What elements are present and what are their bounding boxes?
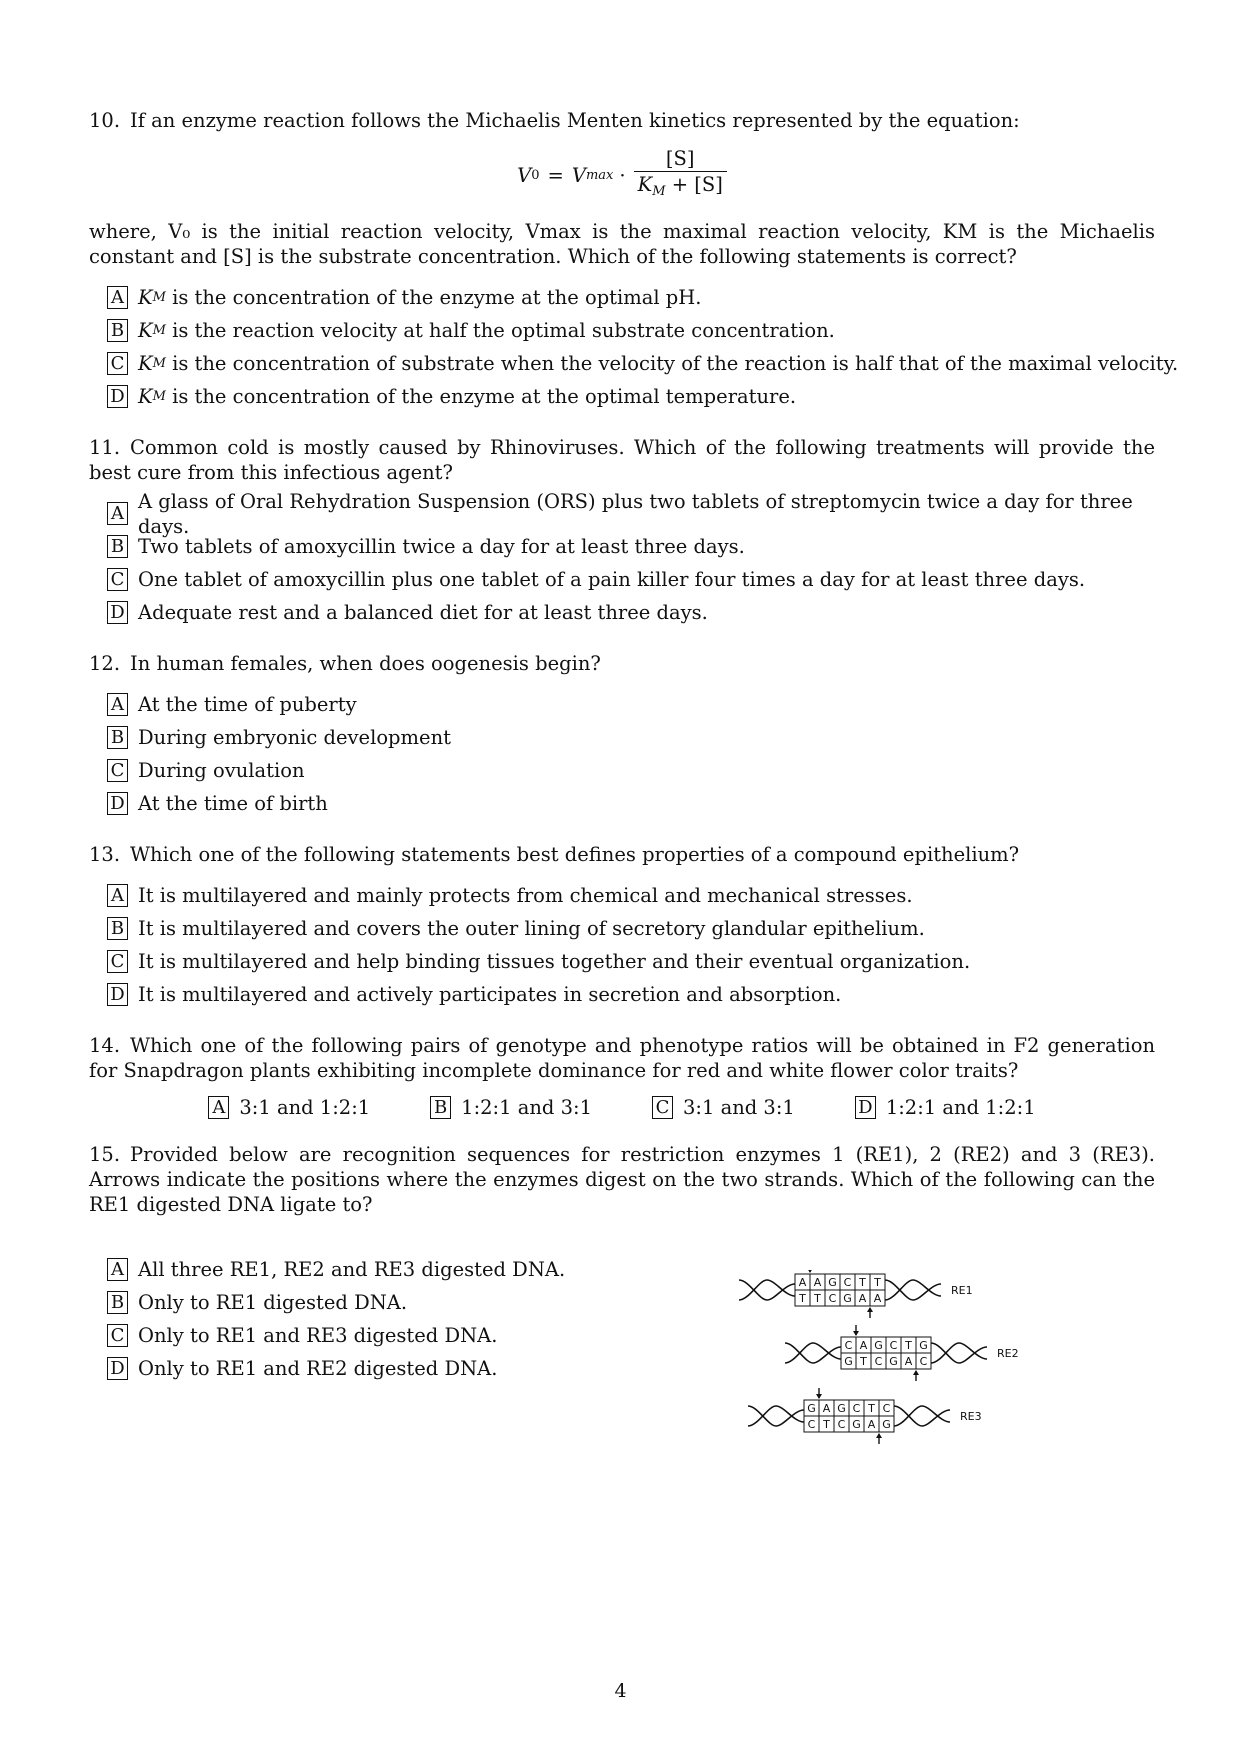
option-letter-box[interactable]: C — [107, 1324, 128, 1347]
option-b[interactable]: B Two tablets of amoxycillin twice a day for at least three days. — [107, 530, 1155, 563]
option-letter-box[interactable]: B — [430, 1096, 451, 1119]
option-d[interactable]: D It is multilayered and actively participates in secretion and absorption. — [107, 978, 1155, 1011]
option-a[interactable]: A 3:1 and 1:2:1 — [208, 1095, 370, 1120]
top-strand-base: C — [844, 1339, 853, 1352]
top-strand-base: G — [919, 1339, 928, 1352]
option-letter-box[interactable]: B — [107, 917, 128, 940]
option-letter-box[interactable]: A — [107, 286, 128, 309]
enzyme-label: RE1 — [951, 1284, 973, 1297]
option-letter-box[interactable]: D — [107, 601, 128, 624]
bottom-strand-base: G — [882, 1418, 891, 1431]
top-strand-base: T — [874, 1276, 881, 1289]
option-d[interactable]: D At the time of birth — [107, 787, 1155, 820]
option-d[interactable]: D Only to RE1 and RE2 digested DNA. — [107, 1352, 1155, 1385]
option-b[interactable]: B K M is the reaction velocity at half the optimal substrate concentration. — [107, 314, 1155, 347]
option-letter-box[interactable]: C — [652, 1096, 673, 1119]
bottom-strand-base: G — [844, 1355, 853, 1368]
question-stem: In human females, when does oogenesis begin? — [130, 652, 601, 675]
question-stem: Provided below are recognition sequences for restriction enzymes 1 (RE1), 2 (RE2) and 3 (RE3). Arrows indicate the positions where the enzymes digest on the two strands. Which of the following can the RE1 digested DNA ligate to? — [89, 1143, 1155, 1216]
bottom-strand-base: T — [860, 1355, 867, 1368]
enzyme-label: RE3 — [960, 1410, 982, 1423]
bottom-strand-base: A — [904, 1355, 913, 1368]
option-letter-box[interactable]: D — [107, 385, 128, 408]
top-cut-arrowhead — [816, 1394, 822, 1399]
top-strand-base: C — [843, 1276, 852, 1289]
bottom-strand-base: C — [919, 1355, 928, 1368]
options — [107, 879, 1155, 1011]
option-c[interactable]: C Only to RE1 and RE3 digested DNA. — [107, 1319, 1155, 1352]
bottom-strand-base: A — [873, 1292, 882, 1305]
option-letter-box[interactable]: B — [107, 319, 128, 342]
option-letter-box[interactable]: D — [855, 1096, 876, 1119]
top-strand-base: G — [807, 1402, 816, 1415]
top-strand-base: A — [859, 1339, 868, 1352]
question-number: 12. — [89, 652, 121, 675]
bottom-cut-arrowhead — [867, 1307, 873, 1312]
equation-definitions: where, V₀ is the initial reaction velocity, Vmax is the maximal reaction velocity, KM is the Michaelis constant and [S] is the substrate concentration. Which of the following statements is correct? — [89, 220, 1155, 268]
option-letter-box[interactable]: A — [208, 1096, 229, 1119]
bottom-strand-base: G — [889, 1355, 898, 1368]
option-letter-box[interactable]: D — [107, 1357, 128, 1380]
bottom-strand-base: C — [874, 1355, 883, 1368]
bottom-strand-base: A — [858, 1292, 867, 1305]
option-letter-box[interactable]: A — [107, 693, 128, 716]
restriction-enzyme-diagram — [729, 1270, 1069, 1480]
option-letter-box[interactable]: D — [107, 792, 128, 815]
bottom-cut-arrowhead — [876, 1433, 882, 1438]
option-letter-box[interactable]: B — [107, 535, 128, 558]
option-letter-box[interactable]: A — [107, 1258, 128, 1281]
top-strand-base: G — [828, 1276, 837, 1289]
page-number: 4 — [614, 1680, 627, 1702]
question-13 — [89, 842, 1155, 1011]
option-letter-box[interactable]: C — [107, 352, 128, 375]
question-stem: Which one of the following pairs of genotype and phenotype ratios will be obtained in F2 generation for Snapdragon plants exhibiting incomplete dominance for red and white flower color traits? — [89, 1034, 1155, 1082]
option-letter-box[interactable]: A — [107, 502, 128, 525]
options — [89, 1095, 1155, 1120]
top-strand-base: T — [905, 1339, 912, 1352]
question-stem: Which one of the following statements best defines properties of a compound epithelium? — [130, 843, 1020, 866]
option-letter-box[interactable]: C — [107, 568, 128, 591]
option-a[interactable]: A At the time of puberty — [107, 688, 1155, 721]
option-c[interactable]: C K M is the concentration of substrate when the velocity of the reaction is half that of the maximal velocity. — [107, 347, 1155, 380]
bottom-strand-base: G — [843, 1292, 852, 1305]
enzyme-label: RE2 — [997, 1347, 1019, 1360]
top-cut-arrowhead — [807, 1270, 813, 1273]
option-letter-box[interactable]: B — [107, 1291, 128, 1314]
top-strand-base: C — [852, 1402, 861, 1415]
option-letter-box[interactable]: A — [107, 884, 128, 907]
top-strand-base: T — [859, 1276, 866, 1289]
top-strand-base: G — [874, 1339, 883, 1352]
option-b[interactable]: B It is multilayered and covers the outer lining of secretory glandular epithelium. — [107, 912, 1155, 945]
question-stem: Common cold is mostly caused by Rhinoviruses. Which of the following treatments will provide the best cure from this infectious agent? — [89, 436, 1155, 484]
question-number: 15. — [89, 1143, 121, 1166]
top-strand-base: C — [889, 1339, 898, 1352]
option-b[interactable]: B Only to RE1 digested DNA. — [107, 1286, 1155, 1319]
equation-fraction: $\frac{[S]}{K_M + [S]}$ — [634, 146, 727, 204]
option-c[interactable]: C It is multilayered and help binding tissues together and their eventual organization. — [107, 945, 1155, 978]
question-11 — [89, 435, 1155, 629]
option-letter-box[interactable]: C — [107, 950, 128, 973]
option-letter-box[interactable]: C — [107, 759, 128, 782]
question-number: 13. — [89, 843, 121, 866]
option-letter-box[interactable]: B — [107, 726, 128, 749]
option-c[interactable]: C 3:1 and 3:1 — [652, 1095, 795, 1120]
question-number: 14. — [89, 1034, 121, 1057]
bottom-strand-base: C — [837, 1418, 846, 1431]
question-15 — [89, 1142, 1155, 1431]
option-d[interactable]: D Adequate rest and a balanced diet for at least three days. — [107, 596, 1155, 629]
question-stem: If an enzyme reaction follows the Michaelis Menten kinetics represented by the equation: — [130, 109, 1020, 132]
bottom-strand-base: T — [814, 1292, 821, 1305]
option-d[interactable]: D 1:2:1 and 1:2:1 — [855, 1095, 1036, 1120]
question-number: 10. — [89, 109, 121, 132]
option-d[interactable]: D K M is the concentration of the enzyme at the optimal temperature. — [107, 380, 1155, 413]
michaelis-menten-equation: V 0 = V max · $\frac{[S]}{K_M + [S]}$ — [89, 145, 1155, 205]
exam-page — [89, 108, 1179, 1431]
options — [107, 489, 1155, 629]
option-a[interactable]: A It is multilayered and mainly protects from chemical and mechanical stresses. — [107, 879, 1155, 912]
top-strand-base: G — [837, 1402, 846, 1415]
option-b[interactable]: B 1:2:1 and 3:1 — [430, 1095, 592, 1120]
question-14 — [89, 1033, 1155, 1120]
bottom-cut-arrowhead — [913, 1370, 919, 1375]
option-a[interactable]: A A glass of Oral Rehydration Suspension (ORS) plus two tablets of streptomycin twice a day for three days. — [107, 497, 1155, 530]
option-a[interactable]: A All three RE1, RE2 and RE3 digested DNA. — [107, 1253, 1155, 1286]
bottom-strand-base: A — [867, 1418, 876, 1431]
top-strand-base: T — [868, 1402, 875, 1415]
options — [107, 688, 1155, 820]
question-10 — [89, 108, 1179, 413]
top-strand-base: C — [882, 1402, 891, 1415]
bottom-strand-base: G — [852, 1418, 861, 1431]
bottom-strand-base: T — [823, 1418, 830, 1431]
question-12 — [89, 651, 1155, 820]
option-a[interactable]: A K M is the concentration of the enzyme at the optimal pH. — [107, 281, 1155, 314]
options — [107, 281, 1179, 413]
option-c[interactable]: C One tablet of amoxycillin plus one tablet of a pain killer four times a day for at least three days. — [107, 563, 1155, 596]
option-c[interactable]: C During ovulation — [107, 754, 1155, 787]
top-strand-base: A — [822, 1402, 831, 1415]
bottom-strand-base: C — [828, 1292, 837, 1305]
bottom-strand-base: T — [799, 1292, 806, 1305]
question-number: 11. — [89, 436, 121, 459]
top-strand-base: A — [798, 1276, 807, 1289]
option-letter-box[interactable]: D — [107, 983, 128, 1006]
top-cut-arrowhead — [853, 1331, 859, 1336]
bottom-strand-base: C — [807, 1418, 816, 1431]
option-b[interactable]: B During embryonic development — [107, 721, 1155, 754]
top-strand-base: A — [813, 1276, 822, 1289]
